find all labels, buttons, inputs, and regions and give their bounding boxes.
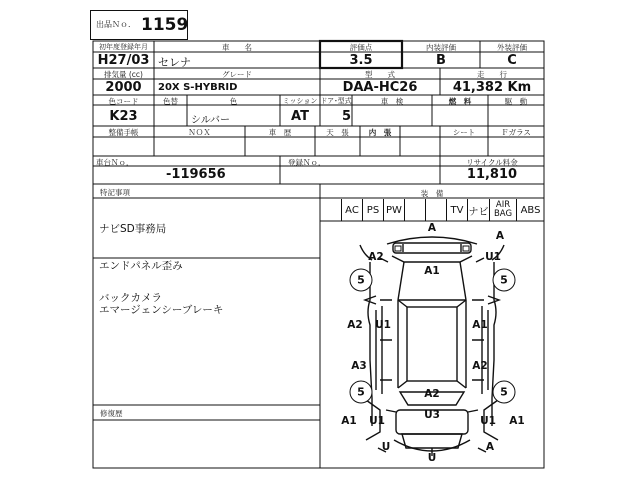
damage-right-pillar: A1 xyxy=(472,319,488,331)
equipment-label: 装 備 xyxy=(420,189,444,198)
car-name-label: 車 名 xyxy=(222,43,252,52)
damage-right-rear-door: A2 xyxy=(472,360,488,372)
damage-wheel-front-left: 5 xyxy=(350,269,373,292)
displacement-label: 排気量 (cc) xyxy=(104,70,143,79)
color-code-value: K23 xyxy=(109,109,138,124)
fuel-label: 燃 料 xyxy=(448,97,472,106)
equipment-pw: PW xyxy=(383,199,404,221)
front-glass-label: Ｆガラス xyxy=(501,128,531,137)
model-code-label: 型 式 xyxy=(365,70,395,79)
equipment-airbag: AIR BAG xyxy=(489,199,516,221)
transmission-value: AT xyxy=(291,109,309,124)
damage-wheel-front-right: 5 xyxy=(493,269,516,292)
note-line-2: エンドパネル歪み xyxy=(99,260,183,272)
color-code-label: 色コード xyxy=(108,97,139,106)
interior-grade-label: 内装評価 xyxy=(426,43,456,52)
lot-number-value: 1159 xyxy=(141,15,189,35)
repair-history-label: 修復歴 xyxy=(100,409,123,418)
exterior-grade-label: 外装評価 xyxy=(497,43,527,52)
interior-grade-value: B xyxy=(436,53,446,68)
color-value: シルバー xyxy=(191,115,231,126)
transmission-label: ミッション xyxy=(282,97,318,105)
damage-front-right: A xyxy=(495,230,505,242)
damage-right-rear-a1: A1 xyxy=(509,415,525,427)
damage-wheel-rear-left: 5 xyxy=(350,381,373,404)
equipment-ps: PS xyxy=(362,199,383,221)
damage-rear-panel: U3 xyxy=(424,409,440,421)
nox-label: ＮＯＸ xyxy=(188,128,211,137)
damage-rear-bumper-u: U xyxy=(381,441,391,453)
equipment-tv: TV xyxy=(446,199,467,221)
note-line-3: バックカメラ xyxy=(99,292,162,304)
car-name-value: セレナ xyxy=(158,56,191,69)
damage-bottom-u: U xyxy=(427,452,437,464)
maintenance-book-label: 整備手帳 xyxy=(108,128,139,137)
recycle-fee-value: 11,810 xyxy=(466,167,518,182)
damage-right-rear-u1: U1 xyxy=(480,415,496,427)
model-code-value: DAA-HC26 xyxy=(342,80,418,95)
vehicle-inspection-label: 車 検 xyxy=(380,97,404,106)
color-label: 色 xyxy=(229,97,238,106)
damage-left-rear-a1: A1 xyxy=(341,415,357,427)
equipment-ac: AC xyxy=(341,199,362,221)
registration-number-label: 登録Ｎｏ． xyxy=(288,158,326,167)
exterior-grade-value: C xyxy=(507,53,517,68)
grade-label: グレード xyxy=(222,70,252,79)
year-label: 初年度登録年月 xyxy=(99,43,148,51)
damage-rear-bumper-a: A xyxy=(485,441,495,453)
lot-number-label: 出品Ｎｏ． xyxy=(96,20,136,29)
chassis-number-label: 車台Ｎｏ． xyxy=(96,158,134,167)
damage-left-front-fender: A2 xyxy=(368,251,384,263)
doors-value: 5 xyxy=(342,109,352,124)
recycle-fee-label: リサイクル料金 xyxy=(466,158,518,167)
score-label: 評価点 xyxy=(349,43,373,52)
grade-value: 20X S-HYBRID xyxy=(158,82,238,93)
seat-label: シート xyxy=(452,128,476,137)
damage-left-pillar: U1 xyxy=(375,319,391,331)
equipment-abs: ABS xyxy=(516,199,544,221)
mileage-label: 走 行 xyxy=(477,70,507,79)
damage-right-front-fender: U1 xyxy=(485,251,501,263)
damage-wheel-rear-right: 5 xyxy=(493,381,516,404)
mileage-value: 41,382 Km xyxy=(452,80,532,95)
chassis-number-value: -119656 xyxy=(166,167,226,182)
history-label: 車 歴 xyxy=(268,128,292,137)
headliner-label: 天 張 xyxy=(326,128,349,137)
color-change-label: 色替 xyxy=(163,97,178,106)
note-line-4: エマージェンシーブレーキ xyxy=(99,304,224,316)
displacement-value: 2000 xyxy=(105,80,142,95)
damage-left-front-door: A2 xyxy=(347,319,363,331)
drive-label: 駆 動 xyxy=(504,97,528,106)
damage-left-rear-fender: A3 xyxy=(351,360,367,372)
damage-front: A xyxy=(427,222,437,234)
year-value: H27/03 xyxy=(97,53,150,68)
equipment-navi: ナビ xyxy=(467,199,489,221)
special-notes-label: 特記事項 xyxy=(100,188,130,197)
note-line-1: ナビSD事務局 xyxy=(99,223,167,235)
score-value: 3.5 xyxy=(349,53,373,68)
doors-label: ドア･型式 xyxy=(320,97,352,105)
damage-trunk: A2 xyxy=(424,388,440,400)
interior-trim-label: 内 張 xyxy=(368,128,392,137)
damage-left-rear-u1: U1 xyxy=(369,415,385,427)
damage-hood: A1 xyxy=(424,265,440,277)
